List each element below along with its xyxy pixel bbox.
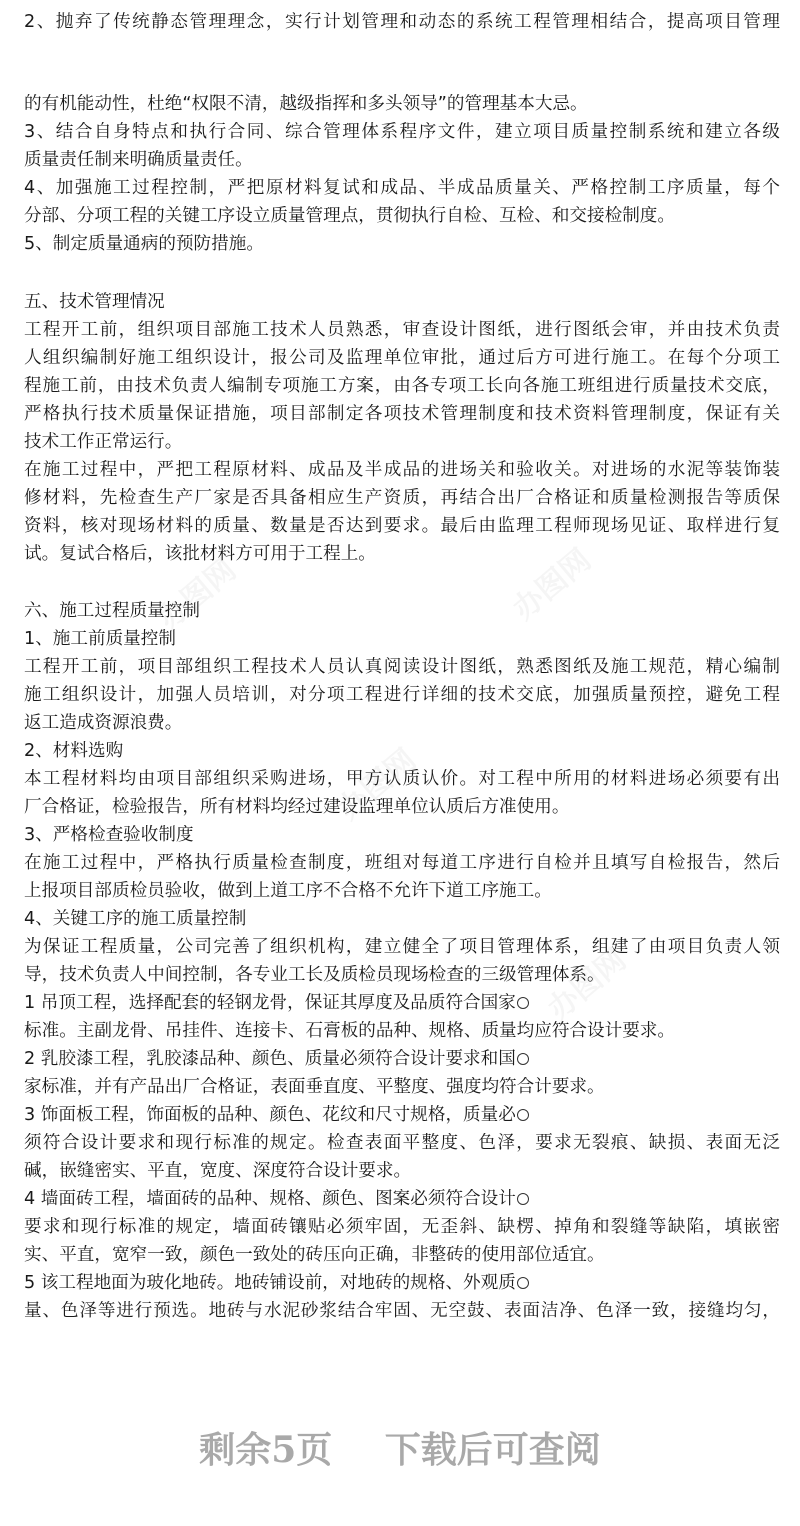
subsection-heading: 2、材料选购 xyxy=(24,741,124,761)
remaining-pages-banner[interactable] xyxy=(0,1420,800,1480)
list-item-text: 1 吊顶工程，选择配套的轻钢龙骨，保证其厚度及品质符合国家 xyxy=(24,993,516,1013)
paragraph-line: 为保证工程质量，公司完善了组织机构，建立健全了项目管理体系，组建了由项目负责人领 xyxy=(24,937,780,957)
paragraph-line: 在施工过程中，严把工程原材料、成品及半成品的进场关和验收关。对进场的水泥等装饰装 xyxy=(24,460,780,480)
paragraph-line: 修材料，先检查生产厂家是否具备相应生产资质，再结合出厂合格证和质量检测报告等质保 xyxy=(24,488,780,508)
remaining-pages-text: 剩余5页 xyxy=(199,1429,333,1471)
paragraph-line: 分部、分项工程的关键工序设立质量管理点，贯彻执行自检、互检、和交接检制度。 xyxy=(24,206,675,226)
circle-marker-icon xyxy=(517,1109,529,1121)
list-item-text: 3 饰面板工程，饰面板的品种、颜色、花纹和尺寸规格，质量必 xyxy=(24,1105,516,1125)
paragraph-line: 严格执行技术质量保证措施，项目部制定各项技术管理制度和技术资料管理制度，保证有关 xyxy=(24,404,780,424)
paragraph-line: 试。复试合格后，该批材料方可用于工程上。 xyxy=(24,544,376,564)
paragraph-line: 碱，嵌缝密实、平直，宽度、深度符合设计要求。 xyxy=(24,1161,412,1181)
subsection-heading: 4、关键工序的施工质量控制 xyxy=(24,909,247,929)
paragraph-line: 要求和现行标准的规定，墙面砖镶贴必须牢固，无歪斜、缺楞、掉角和裂缝等缺陷，填嵌密 xyxy=(24,1217,780,1237)
circle-marker-icon xyxy=(517,1053,529,1065)
list-item-line xyxy=(24,1105,780,1125)
section-heading: 六、施工过程质量控制 xyxy=(24,601,200,621)
list-item-text: 2 乳胶漆工程，乳胶漆品种、颜色、质量必须符合设计要求和国 xyxy=(24,1049,516,1069)
paragraph-line: 家标准，并有产品出厂合格证，表面垂直度、平整度、强度均符合计要求。 xyxy=(24,1077,605,1097)
section-heading: 五、技术管理情况 xyxy=(24,292,165,312)
list-item-line xyxy=(24,1189,780,1209)
subsection-heading: 3、严格检查验收制度 xyxy=(24,825,194,845)
paragraph-line: 须符合设计要求和现行标准的规定。检查表面平整度、色泽，要求无裂痕、缺损、表面无泛 xyxy=(24,1133,780,1153)
paragraph-line: 导，技术负责人中间控制，各专业工长及质检员现场检查的三级管理体系。 xyxy=(24,965,605,985)
paragraph-line: 工程开工前，组织项目部施工技术人员熟悉，审查设计图纸，进行图纸会审，并由技术负责 xyxy=(24,320,780,340)
paragraph-line: 上报项目部质检员验收，做到上道工序不合格不允许下道工序施工。 xyxy=(24,881,552,901)
circle-marker-icon xyxy=(517,997,529,1009)
paragraph-line: 人组织编制好施工组织设计，报公司及监理单位审批，通过后方可进行施工。在每个分项工 xyxy=(24,348,780,368)
watermark: 办图网 xyxy=(151,552,243,638)
watermark: 办图网 xyxy=(541,942,633,1028)
list-item-line xyxy=(24,1049,780,1069)
paragraph-line: 程施工前，由技术负责人编制专项施工方案，由各专项工长向各施工班组进行质量技术交底， xyxy=(24,376,780,396)
circle-marker-icon xyxy=(517,1193,529,1205)
list-item-line xyxy=(24,1273,780,1293)
paragraph-line: 在施工过程中，严格执行质量检查制度，班组对每道工序进行自检并且填写自检报告，然后 xyxy=(24,853,780,873)
list-item-text: 5 该工程地面为玻化地砖。地砖铺设前，对地砖的规格、外观质 xyxy=(24,1273,516,1293)
paragraph-line: 质量责任制来明确质量责任。 xyxy=(24,150,253,170)
list-item-text: 4 墙面砖工程，墙面砖的品种、规格、颜色、图案必须符合设计 xyxy=(24,1189,516,1209)
paragraph-line: 2、抛弃了传统静态管理理念，实行计划管理和动态的系统工程管理相结合，提高项目管理 xyxy=(24,12,780,32)
paragraph-line: 的有机能动性，杜绝“权限不清，越级指挥和多头领导”的管理基本大忌。 xyxy=(24,94,588,114)
paragraph-line: 本工程材料均由项目部组织采购进场，甲方认质认价。对工程中所用的材料进场必须要有出 xyxy=(24,769,780,789)
paragraph-line: 4、加强施工过程控制，严把原材料复试和成品、半成品质量关、严格控制工序质量，每个 xyxy=(24,178,780,198)
paragraph-line: 资料，核对现场材料的质量、数量是否达到要求。最后由监理工程师现场见证、取样进行复 xyxy=(24,516,780,536)
watermark: 办图网 xyxy=(506,542,598,628)
paragraph-line: 5、制定质量通病的预防措施。 xyxy=(24,234,264,254)
circle-marker-icon xyxy=(517,1277,529,1289)
paragraph-line: 标准。主副龙骨、吊挂件、连接卡、石膏板的品种、规格、质量均应符合设计要求。 xyxy=(24,1021,675,1041)
list-item-line xyxy=(24,993,780,1013)
paragraph-line: 实、平直，宽窄一致，颜色一致处的砖压向正确，非整砖的使用部位适宜。 xyxy=(24,1245,605,1265)
paragraph-line: 施工组织设计，加强人员培训，对分项工程进行详细的技术交底，加强质量预控，避免工程 xyxy=(24,685,780,705)
paragraph-line: 厂合格证，检验报告，所有材料均经过建设监理单位认质后方准使用。 xyxy=(24,797,570,817)
paragraph-line: 量、色泽等进行预选。地砖与水泥砂浆结合牢固、无空鼓、表面洁净、色泽一致，接缝均匀， xyxy=(24,1301,780,1321)
paragraph-line: 工程开工前，项目部组织工程技术人员认真阅读设计图纸，熟悉图纸及施工规范，精心编制 xyxy=(24,657,780,677)
subsection-heading: 1、施工前质量控制 xyxy=(24,629,176,649)
paragraph-line: 返工造成资源浪费。 xyxy=(24,713,183,733)
paragraph-line: 技术工作正常运行。 xyxy=(24,432,183,452)
paragraph-line: 3、结合自身特点和执行合同、综合管理体系程序文件，建立项目质量控制系统和建立各级 xyxy=(24,122,780,142)
watermark: 办图网 xyxy=(331,742,423,828)
download-to-view-text: 下载后可查阅 xyxy=(384,1429,601,1471)
